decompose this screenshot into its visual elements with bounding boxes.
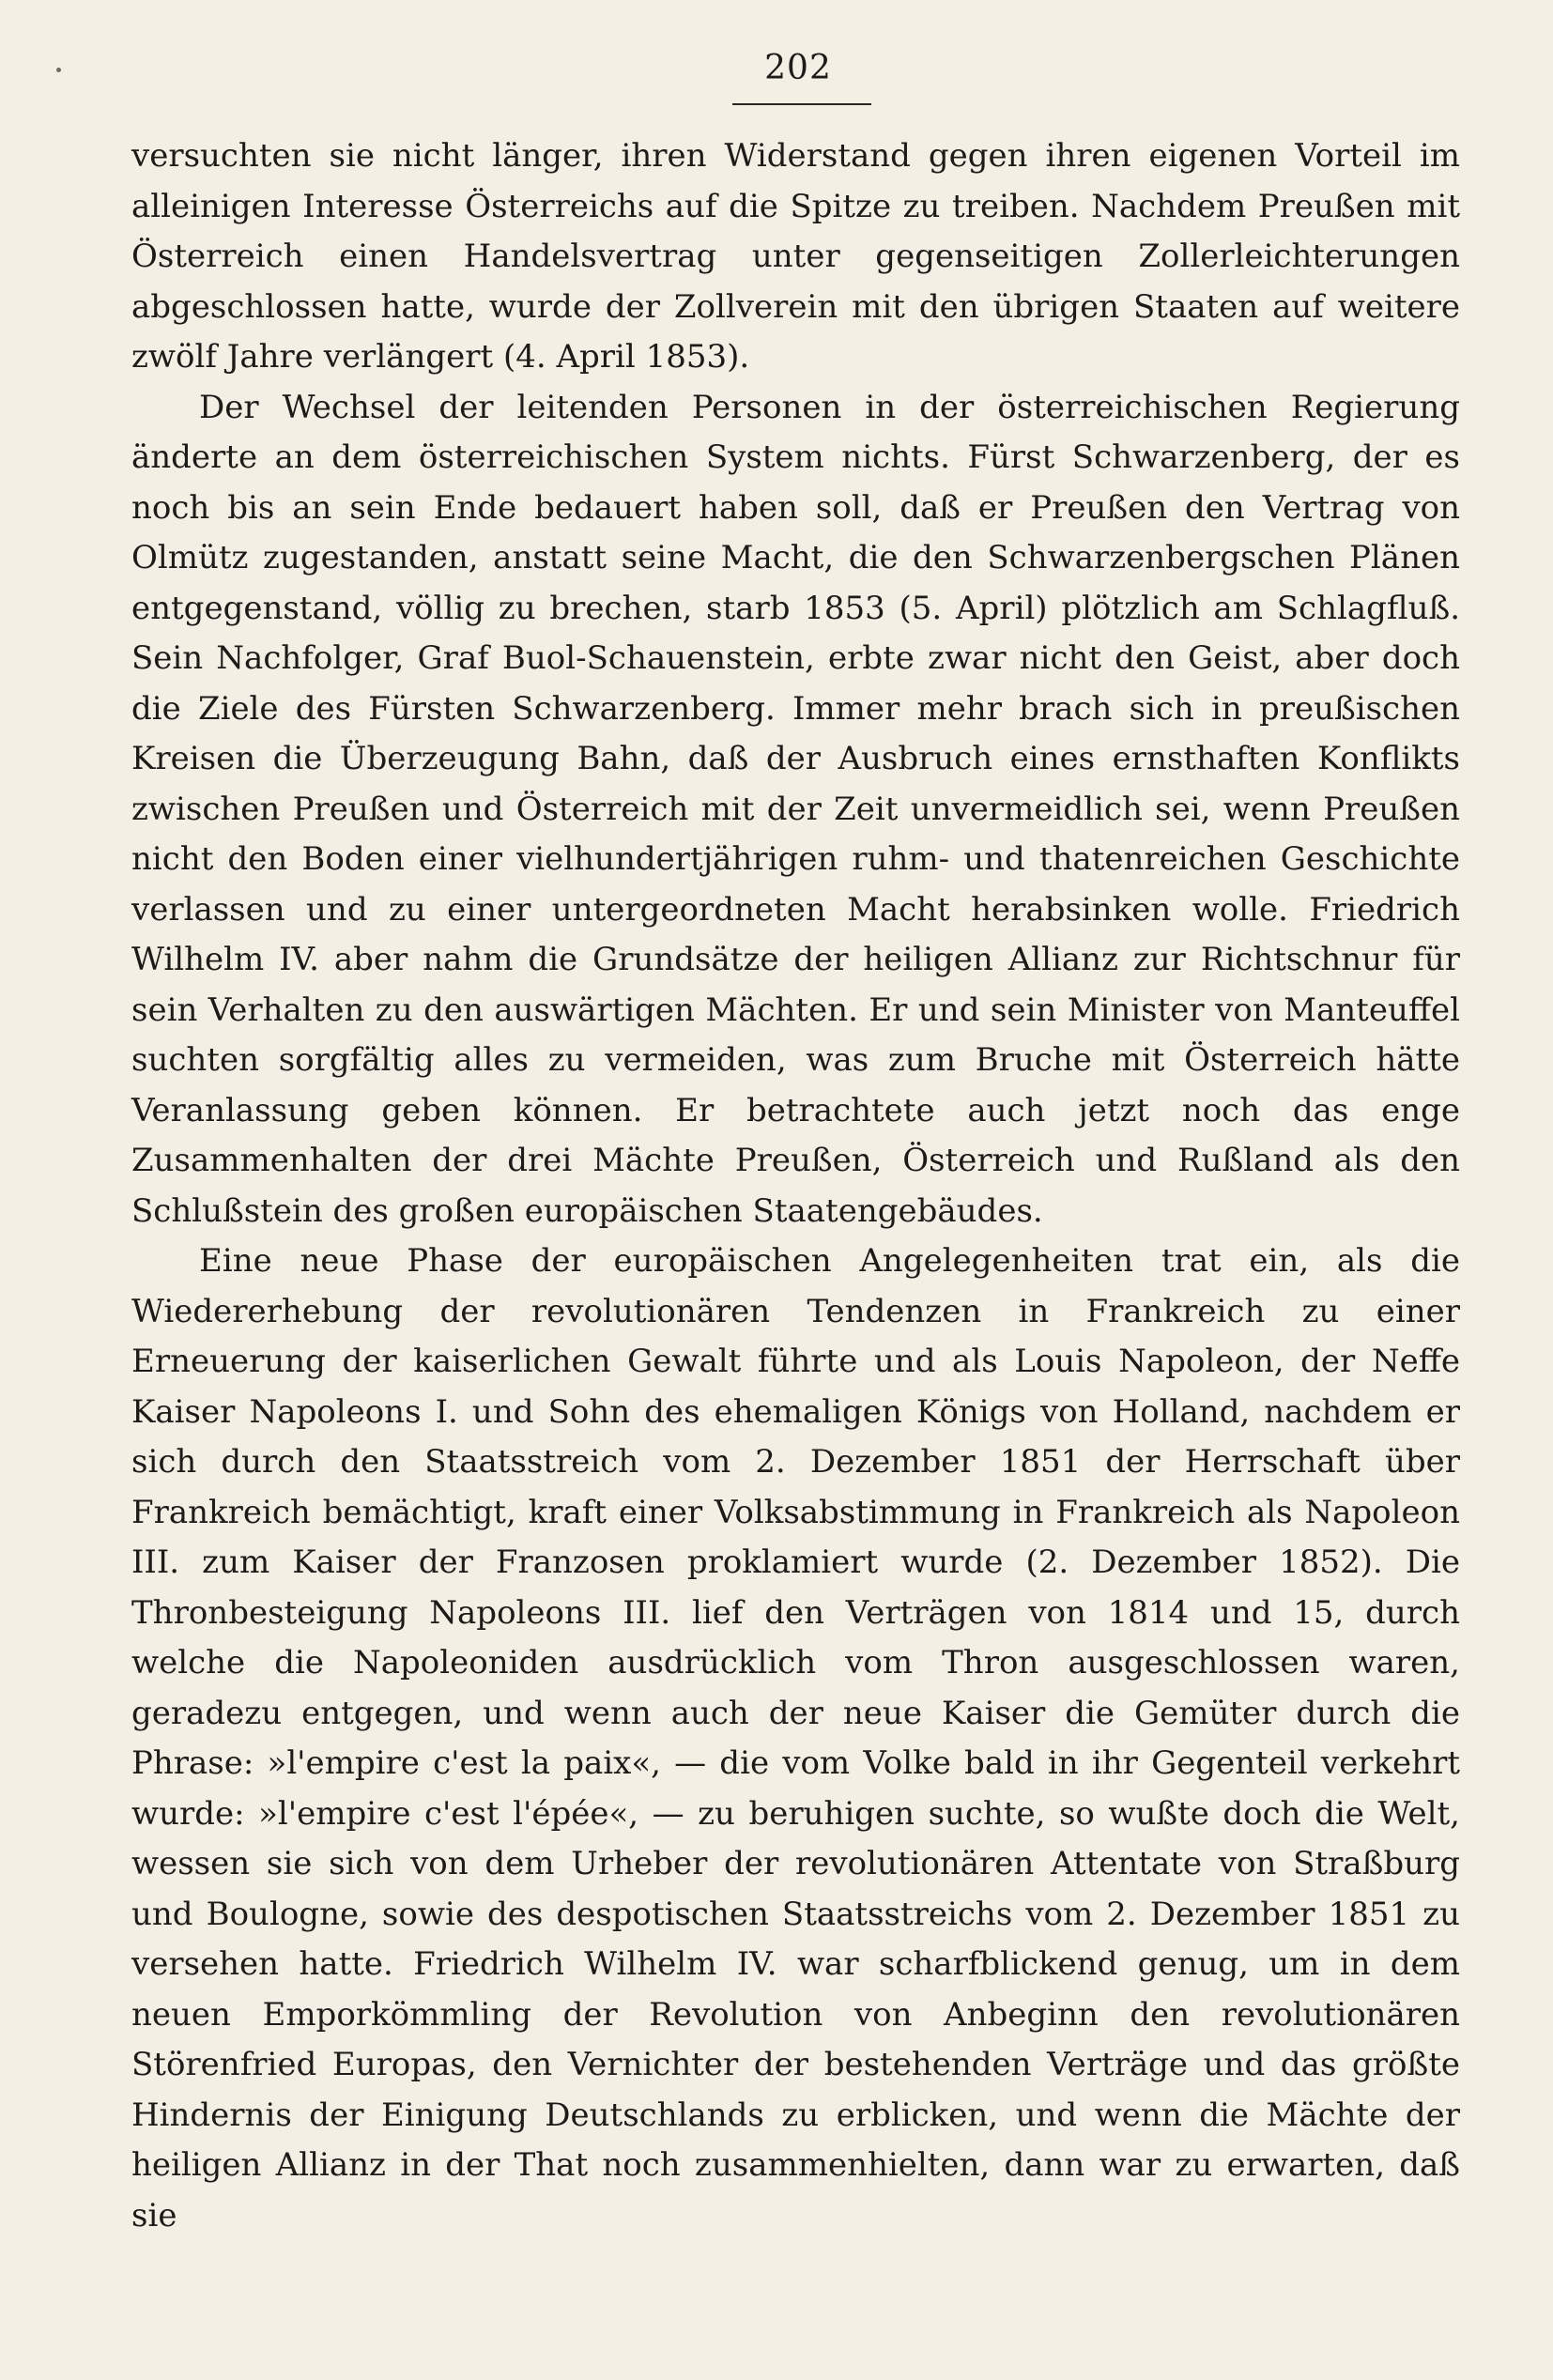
page-number: 202	[764, 49, 832, 87]
body-text	[131, 131, 1460, 2241]
paragraph: Der Wechsel der leitenden Personen in der österreichischen Regierung änderte an dem österreichischen System nichts. Fürst Schwarzenberg, der es noch bis an sein Ende bedauert haben soll, daß er Preußen den Vertrag von Olmütz zugestanden, anstatt seine Macht, die den Schwarzenbergschen Plänen entgegenstand, völlig zu brechen, starb 1853 (5. April) plötzlich am Schlagfluß. Sein Nachfolger, Graf Buol-Schauenstein, erbte zwar nicht den Geist, aber doch die Ziele des Fürsten Schwarzenberg. Immer mehr brach sich in preußischen Kreisen die Überzeugung Bahn, daß der Ausbruch eines ernsthaften Konflikts zwischen Preußen und Österreich mit der Zeit unvermeidlich sei, wenn Preußen nicht den Boden einer vielhundertjährigen ruhm- und thatenreichen Geschichte verlassen und zu einer untergeordneten Macht herabsinken wolle. Friedrich Wilhelm IV. aber nahm die Grundsätze der heiligen Allianz zur Richtschnur für sein Verhalten zu den auswärtigen Mächten. Er und sein Minister von Manteuffel suchten sorgfältig alles zu vermeiden, was zum Bruche mit Österreich hätte Veranlassung geben können. Er betrachtete auch jetzt noch das enge Zusammenhalten der drei Mächte Preußen, Österreich und Rußland als den Schlußstein des großen europäischen Staatengebäudes.	[131, 388, 1460, 1230]
header-rule	[732, 103, 871, 105]
margin-mark	[56, 68, 61, 72]
paragraph-continuation: versuchten sie nicht länger, ihren Widerstand gegen ihren eigenen Vorteil im alleinigen Interesse Österreichs auf die Spitze zu treiben. Nachdem Preußen mit Österreich einen Handelsvertrag unter gegenseitigen Zollerleichterungen abgeschlossen hatte, wurde der Zollverein mit den übrigen Staaten auf weitere zwölf Jahre verlängert (4. April 1853).	[131, 137, 1460, 376]
paragraph: Eine neue Phase der europäischen Angelegenheiten trat ein, als die Wiedererhebung der revolutionären Tendenzen in Frankreich zu einer Erneuerung der kaiserlichen Gewalt führte und als Louis Napoleon, der Neffe Kaiser Napoleons I. und Sohn des ehemaligen Königs von Holland, nachdem er sich durch den Staatsstreich vom 2. Dezember 1851 der Herrschaft über Frankreich bemächtigt, kraft einer Volksabstimmung in Frankreich als Napoleon III. zum Kaiser der Franzosen proklamiert wurde (2. Dezember 1852). Die Thronbesteigung Napoleons III. lief den Verträgen von 1814 und 15, durch welche die Napoleoniden ausdrücklich vom Thron ausgeschlossen waren, geradezu entgegen, und wenn auch der neue Kaiser die Gemüter durch die Phrase: »l'empire c'est la paix«, — die vom Volke bald in ihr Gegenteil verkehrt wurde: »l'empire c'est l'épée«, — zu beruhigen suchte, so wußte doch die Welt, wessen sie sich von dem Urheber der revolutionären Attentate von Straßburg und Boulogne, sowie des despotischen Staatsstreichs vom 2. Dezember 1851 zu versehen hatte. Friedrich Wilhelm IV. war scharfblickend genug, um in dem neuen Emporkömmling der Revolution von Anbeginn den revolutionären Störenfried Europas, den Vernichter der bestehenden Verträge und das größte Hindernis der Einigung Deutschlands zu erblicken, und wenn die Mächte der heiligen Allianz in der That noch zusammenhielten, dann war zu erwarten, daß sie	[131, 1242, 1460, 2234]
